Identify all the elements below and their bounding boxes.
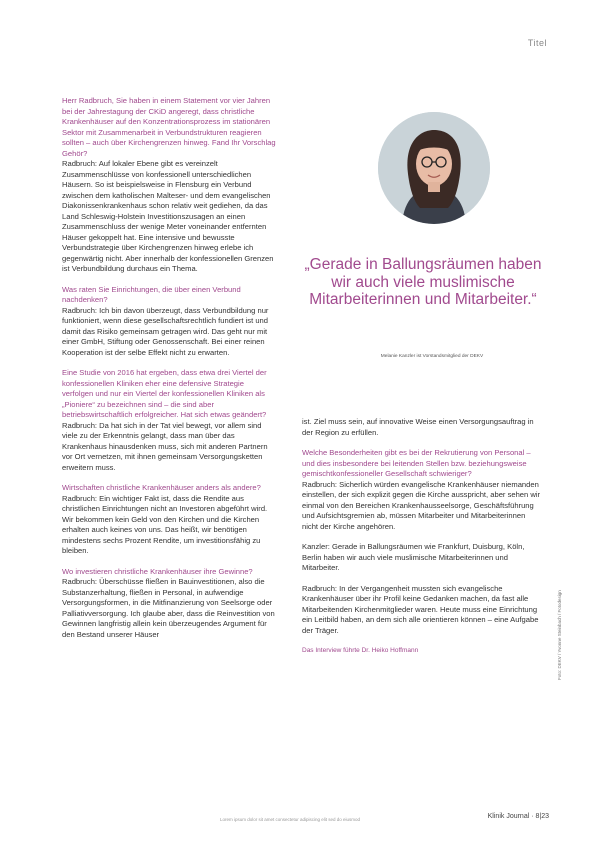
footer-note: Lorem ipsum dolor sit amet consectetur adipiscing elit sed do eiusmod [219,817,361,822]
portrait-illustration [378,112,490,224]
answer: Radbruch: Da hat sich in der Tat viel bewegt, vor allem sind viele zu der Erkenntnis gelangt, dass man über das Krankenhaus hinausdenken muss, sich mit anderen Partnern vor Ort vernetzen, mit ihnen gemeinsam Versorgungsketten erweitern muss. [62,420,268,472]
answer: Radbruch: Ein wichtiger Fakt ist, dass die Rendite aus christlichen Einrichtungen nicht an Investoren abgeführt wird. Wir bekommen kein Geld von den Kirchen und die Kirchen erhalten auch keines von uns. Das heißt, wir benötigen mindestens sechs Prozent Rendite, um investitionsfähig zu bleiben. [62,493,268,555]
question: Welche Besonderheiten gibt es bei der Rekrutierung von Personal – und dies insbesondere bei leitenden Stellen bzw. beziehungsweise gemischtkonfessioneller Gesellschaft schwieriger? [302,448,531,478]
question: Wirtschaften christliche Krankenhäuser anders als andere? [62,483,261,492]
pull-quote: „Gerade in Ballungsräumen haben wir auch viele muslimische Mitarbeiterinnen und Mitarbeiter.“ [304,256,542,308]
right-text-column [302,417,542,657]
answer: Radbruch: Ich bin davon überzeugt, dass Verbundbildung nur funktioniert, wenn diese gesellschaftsrechtlich fundiert ist und damit das Risiko gemeinsam getragen wird. Das geht nur mit einer GmbH, Stiftung oder Genossenschaft. Bei einer reinen Kooperation ist der selbe Effekt nicht zu erwarten. [62,305,269,357]
answer: Radbruch: Überschüsse fließen in Bauinvestitionen, also die Substanzerhaltung, fließen in Personal, in aufwendige Versorgungsformen, in die Mitfinanzierung von Seelsorge oder Palliativversorgung. Ich glaube aber, dass die Reinvestition von Gewinnen langfristig allein kein überzeugendes Argument für den Bestand unserer Häuser [62,577,275,639]
question: Was raten Sie Einrichtungen, die über einen Verbund nachdenken? [62,284,241,304]
left-text-column [62,96,276,650]
answer: Radbruch: In der Vergangenheit mussten sich evangelische Krankenhäuser über ihr Profil keine Gedanken machen, da fast alle Mitarbeitenden Kirchenmitglieder waren. Heute muss eine Einrichtung ein Leitbild haben, an dem sich alle orientieren können – eine Aufgabe der Träger. [302,583,539,635]
quote-attribution: Melanie Kanzler ist Vorstandsmitglied der DEKV [380,354,484,359]
photo-credit: Foto: DEKV / Yvonne Steinbach / Fotodesign [557,590,562,680]
question: Eine Studie von 2016 hat ergeben, dass etwa drei Viertel der konfessionellen Kliniken eher eine defensive Strategie verfolgen und nur ein Viertel der konfessionellen Kliniken als „Pioniere“ zu bezeichnen sind – die sind aber betriebswirtschaftlich erfolgreicher. Hat sich etwas geändert? [62,368,267,419]
interview-credit: Das Interview führte Dr. Heiko Hoffmann [302,647,419,654]
portrait-photo [378,112,490,224]
answer: Radbruch: Sicherlich würden evangelische Krankenhäuser niemanden einstellen, der sich explizit gegen die Kirche ausspricht, aber sehen wir einmal von den Bereichen Krankenhausseelsorge, Geschäftsführung und Aufsichtsgremien ab, müssen Mitarbeiter und Mitarbeiterinnen nicht der Kirche angehören. [302,479,541,531]
answer: Radbruch: Auf lokaler Ebene gibt es vereinzelt Zusammenschlüsse von konfessionell unterschiedlichen Häusern. So ist beispielsweise in Flensburg ein Verbund zwischen dem katholischen Malteser- und dem evangelischen Diakonissenkrankenhaus schon relativ weit gediehen, da das Land Schleswig-Holstein Investitionszusagen an einen Zusammenschluss der wenige Meter voneinander entfernten Häuser gekoppelt hat. Eine intensive und bewusste Verbundstrategie über Kirchengrenzen hinweg erlebe ich gegenwärtig nicht. Aber innerhalb der konfessionellen Grenzen ist Verbundbildung durchaus ein Thema. [62,159,274,273]
page-section-title: Titel [527,38,547,48]
page-number: Klinik Journal · 8|23 [487,813,549,820]
answer: Kanzler: Gerade in Ballungsräumen wie Frankfurt, Duisburg, Köln, Berlin haben wir auch viele muslimische Mitarbeiterinnen und Mitarbeiter. [302,542,525,572]
question: Wo investieren christliche Krankenhäuser ihre Gewinne? [62,566,253,576]
continuation-paragraph: ist. Ziel muss sein, auf innovative Weise einen Versorgungsauftrag in der Region zu erfüllen. [302,417,534,437]
question: Herr Radbruch, Sie haben in einem Statement vor vier Jahren bei der Jahrestagung der CKiD angeregt, dass christliche Krankenhäuser auf den Konzentrationsprozess im stationären Sektor mit Zusammenarbeit in Verbundstrukturen reagieren sollten – auch über Kirchengrenzen hinweg. Fand Ihr Vorschlag Gehör? [62,96,276,158]
